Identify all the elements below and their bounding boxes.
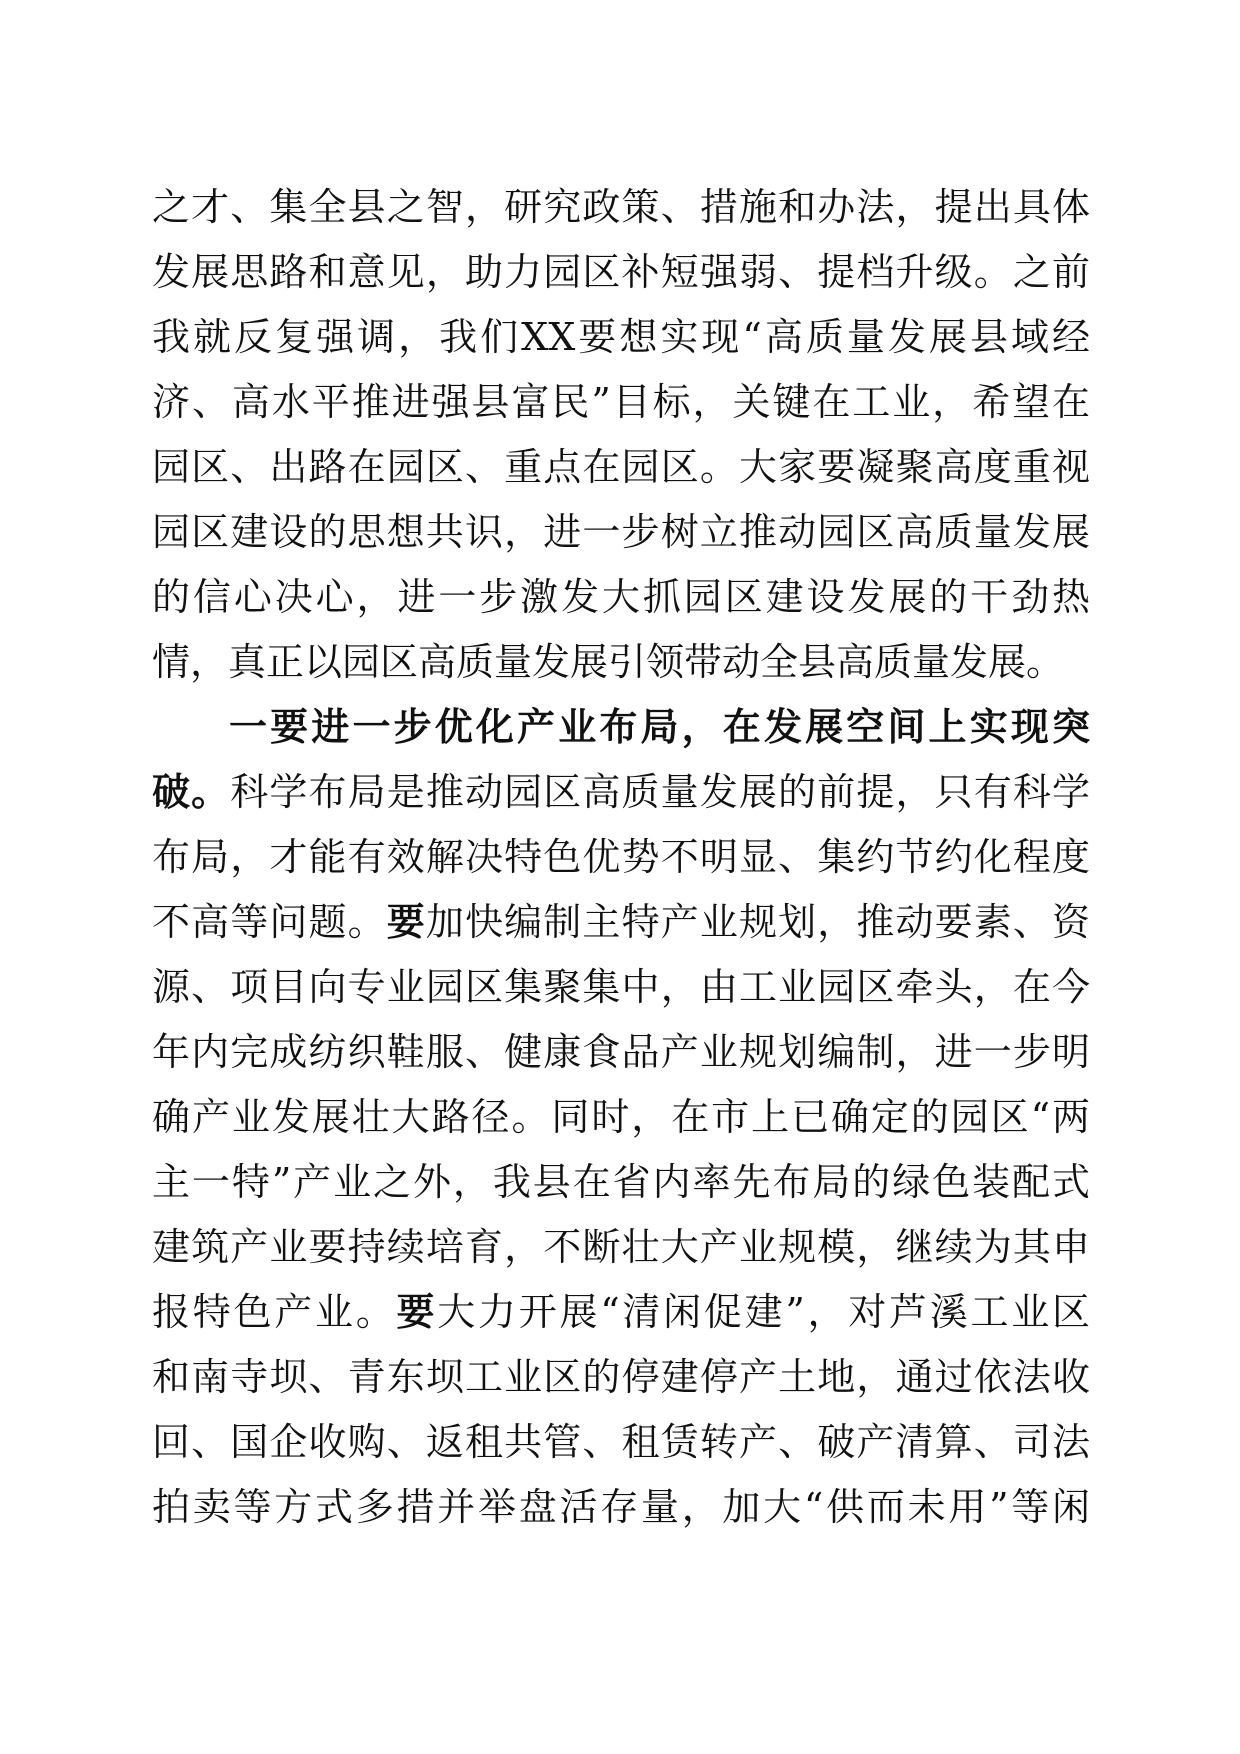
- text-line: 园区建设的思想共识，进一步树立推动园区高质量发展: [152, 510, 1090, 554]
- text-span: 报特色产业。: [152, 1290, 397, 1334]
- text-line: 和南寺坝、青东坝工业区的停建停产土地，通过依法收: [152, 1355, 1090, 1399]
- body-text: [152, 182, 1090, 1547]
- text-line: 的信心决心，进一步激发大抓园区建设发展的干劲热: [152, 575, 1090, 619]
- text-span: 大力开展“清闲促建”，对芦溪工业区: [437, 1290, 1090, 1334]
- text-span: 科学布局是推动园区高质量发展的前提，只有科学: [230, 770, 1090, 814]
- text-line: 源、项目向专业园区集聚集中，由工业园区牵头，在今: [152, 965, 1090, 1009]
- text-line: 我就反复强调，我们XX要想实现“高质量发展县域经: [152, 315, 1090, 359]
- text-span: 加快编制主特产业规划，推动要素、资: [425, 900, 1090, 944]
- text-line: 园区、出路在园区、重点在园区。大家要凝聚高度重视: [152, 445, 1090, 489]
- text-line: 建筑产业要持续培育，不断壮大产业规模，继续为其申: [152, 1225, 1090, 1269]
- text-line: 确产业发展壮大路径。同时，在市上已确定的园区“两: [152, 1095, 1090, 1139]
- emphasis-yao: 要: [386, 900, 426, 944]
- text-line: [152, 1287, 1090, 1352]
- text-line: 主一特”产业之外，我县在省内率先布局的绿色装配式: [152, 1160, 1090, 1204]
- text-line: 情，真正以园区高质量发展引领带动全县高质量发展。: [152, 640, 1065, 684]
- text-span: 不高等问题。: [152, 900, 387, 944]
- text-line: 拍卖等方式多措并举盘活存量，加大“供而未用”等闲: [152, 1485, 1090, 1529]
- text-line: [152, 897, 1090, 962]
- text-line: 发展思路和意见，助力园区补短强弱、提档升级。之前: [152, 250, 1090, 294]
- section-heading: 一要进一步优化产业布局，在发展空间上实现突: [229, 705, 1090, 749]
- text-line: 济、高水平推进强县富民”目标，关键在工业，希望在: [152, 380, 1090, 424]
- text-line: 年内完成纺织鞋服、健康食品产业规划编制，进一步明: [152, 1030, 1090, 1074]
- text-line: 之才、集全县之智，研究政策、措施和办法，提出具体: [152, 185, 1090, 229]
- text-line: [152, 767, 1090, 832]
- section-heading-end: 破。: [152, 770, 231, 814]
- text-line: 布局，才能有效解决特色优势不明显、集约节约化程度: [152, 835, 1090, 879]
- emphasis-yao: 要: [396, 1290, 438, 1334]
- text-line: 回、国企收购、返租共管、租赁转产、破产清算、司法: [152, 1420, 1090, 1464]
